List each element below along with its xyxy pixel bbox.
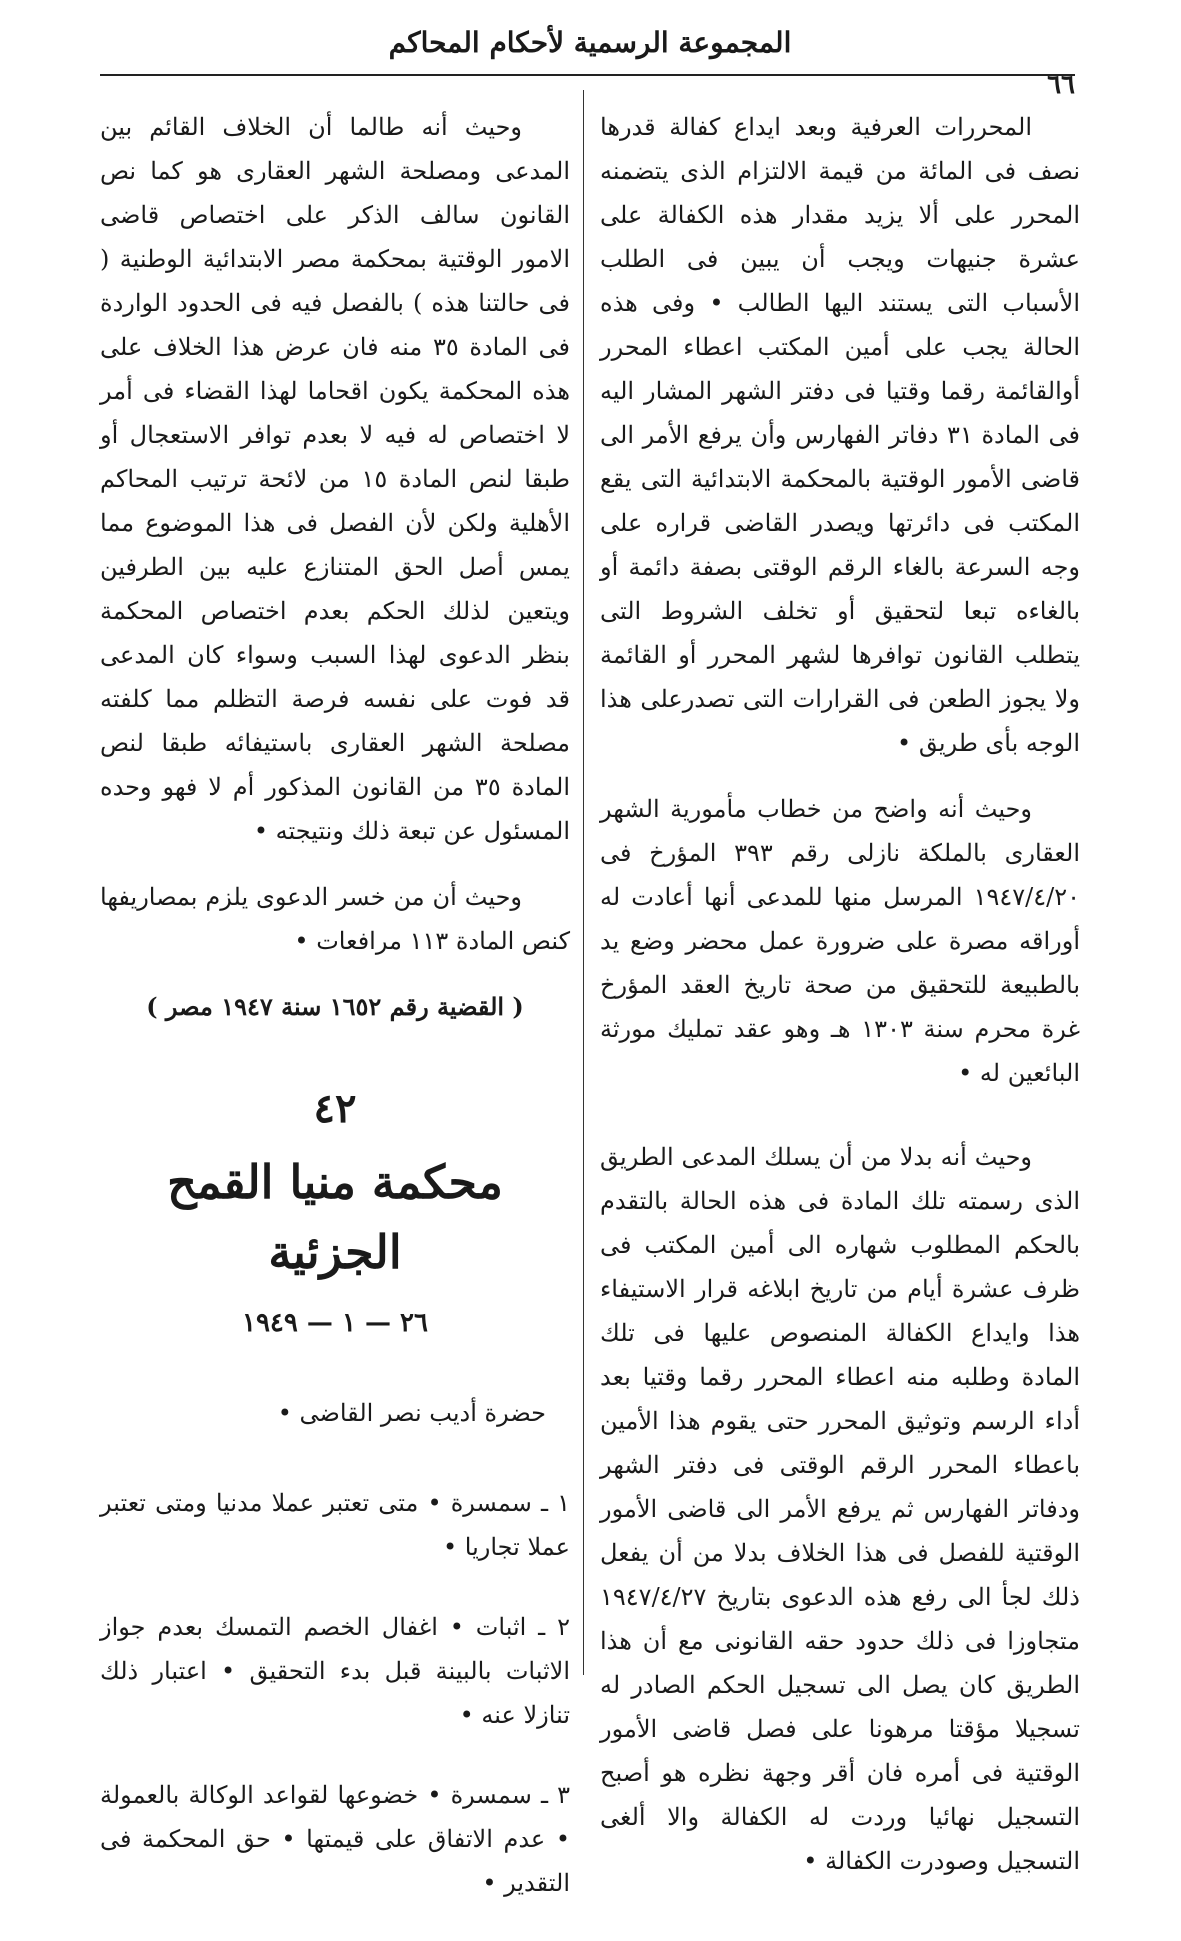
case-date: ٢٦ — ١ — ١٩٤٩ bbox=[242, 1308, 428, 1338]
judge-name: حضرة أديب نصر القاضى • bbox=[277, 1399, 546, 1427]
body-paragraph: وحيث أنه بدلا من أن يسلك المدعى الطريق الذى رسمته تلك المادة فى هذه الحالة بالتقدم بالحكم المطلوب شهاره الى أمين المكتب فى ظرف عشرة أيام من تاريخ ابلاغه قرار الاستيفاء هذا وايداع الكفالة المنصوص عليها فى تلك المادة وطلبه منه اعطاء المحرر رقما وقتيا بعد أداء الرسم وتوثيق المحرر حتى يقوم هذا الأمين باعطاء المحرر الرقم الوقتى فى دفتر الشهر ودفاتر الفهارس ثم يرفع الأمر الى قاضى الأمور الوقتية للفصل فى هذا الخلاف بدلا من أن يفعل ذلك لجأ الى رفع هذه الدعوى بتاريخ ١٩٤٧/٤/٢٧ متجاوزا فى ذلك حدود حقه القانونى مع أن هذا الطريق كان يصل الى تسجيل الحكم الصادر له تسجيلا مؤقتا مرهونا على فصل قاضى الأمور الوقتية فى أمره فان أقر وجهة نظره هو أصبح التسجيل نهائيا وردت له الكفالة والا ألغى التسجيل وصودرت الكفالة • bbox=[600, 1143, 1080, 1875]
case-number: ٤٢ bbox=[313, 1085, 357, 1132]
headnote-item: ٢ ـ اثبات • اغفال الخصم التمسك بعدم جواز الاثبات بالبينة قبل بدء التحقيق • اعتبار ذلك تنازلا عنه • bbox=[100, 1613, 570, 1729]
page-number: ٦٦ bbox=[1047, 70, 1075, 100]
headnote-item: ٣ ـ سمسرة • خضوعها لقواعد الوكالة بالعمولة • عدم الاتفاق على قيمتها • حق المحكمة فى التقدير • bbox=[100, 1781, 570, 1897]
right-column bbox=[600, 105, 1080, 1923]
court-name: محكمة منيا القمح الجزئية bbox=[167, 1155, 503, 1279]
body-paragraph: وحيث أنه طالما أن الخلاف القائم بين المدعى ومصلحة الشهر العقارى هو كما نص القانون سالف الذكر على اختصاص قاضى الامور الوقتية بمحكمة مصر الابتدائية الوطنية ( فى حالتنا هذه ) بالفصل فيه فى الحدود الواردة فى المادة ٣٥ منه فان عرض هذا الخلاف على هذه المحكمة يكون اقحاما لهذا القضاء فى أمر لا اختصاص له فيه لا بعدم توافر الاستعجال أو طبقا لنص المادة ١٥ من لائحة ترتيب المحاكم الأهلية ولكن لأن الفصل فى هذا الموضوع مما يمس أصل الحق المتنازع عليه بين الطرفين ويتعين لذلك الحكم بعدم اختصاص المحكمة بنظر الدعوى لهذا السبب وسواء كان المدعى قد فوت على نفسه فرصة التظلم مما كلفته مصلحة الشهر العقارى باستيفائه طبقا لنص المادة ٣٥ من القانون المذكور أم لا فهو وحده المسئول عن تبعة ذلك ونتيجته • bbox=[100, 113, 570, 845]
column-divider bbox=[583, 90, 584, 1675]
case-citation: ( القضية رقم ١٦٥٢ سنة ١٩٤٧ مصر ) bbox=[146, 992, 524, 1021]
running-header-title: المجموعة الرسمية لأحكام المحاكم bbox=[388, 26, 792, 59]
body-paragraph: المحررات العرفية وبعد ايداع كفالة قدرها نصف فى المائة من قيمة الالتزام الذى يتضمنه المحرر على ألا يزيد مقدار هذه الكفالة على عشرة جنيهات ويجب أن يبين فى الطلب الأسباب التى يستند اليها الطالب • وفى هذه الحالة يجب على أمين المكتب اعطاء المحرر أوالقائمة رقما وقتيا فى دفتر الشهر المشار اليه فى المادة ٣١ دفاتر الفهارس وأن يرفع الأمر الى قاضى الأمور الوقتية بالمحكمة الابتدائية التى يقع المكتب فى دائرتها ويصدر القاضى قراره على وجه السرعة بالغاء الرقم الوقتى بصفة دائمة أو بالغاءه تبعا لتحقيق أو تخلف الشروط التى يتطلب القانون توافرها لشهر المحرر أو القائمة ولا يجوز الطعن فى القرارات التى تصدرعلى هذا الوجه بأى طريق • bbox=[600, 113, 1080, 757]
left-column bbox=[100, 105, 570, 1941]
body-paragraph: وحيث أنه واضح من خطاب مأمورية الشهر العقارى بالملكة نازلى رقم ٣٩٣ المؤرخ فى ١٩٤٧/٤/٢٠ المرسل منها للمدعى أنها أعادت له أوراقه مصرة على ضرورة عمل محضر وضع يد بالطبيعة للتحقيق من صحة تاريخ العقد المؤرخ غرة محرم سنة ١٣٠٣ هـ وهو عقد تمليك مورثة البائعين له • bbox=[600, 795, 1080, 1087]
headnote-item: ١ ـ سمسرة • متى تعتبر عملا مدنيا ومتى تعتبر عملا تجاريا • bbox=[100, 1489, 570, 1561]
header-rule bbox=[100, 74, 1075, 76]
body-paragraph: وحيث أن من خسر الدعوى يلزم بمصاريفها كنص المادة ١١٣ مرافعات • bbox=[100, 883, 570, 955]
